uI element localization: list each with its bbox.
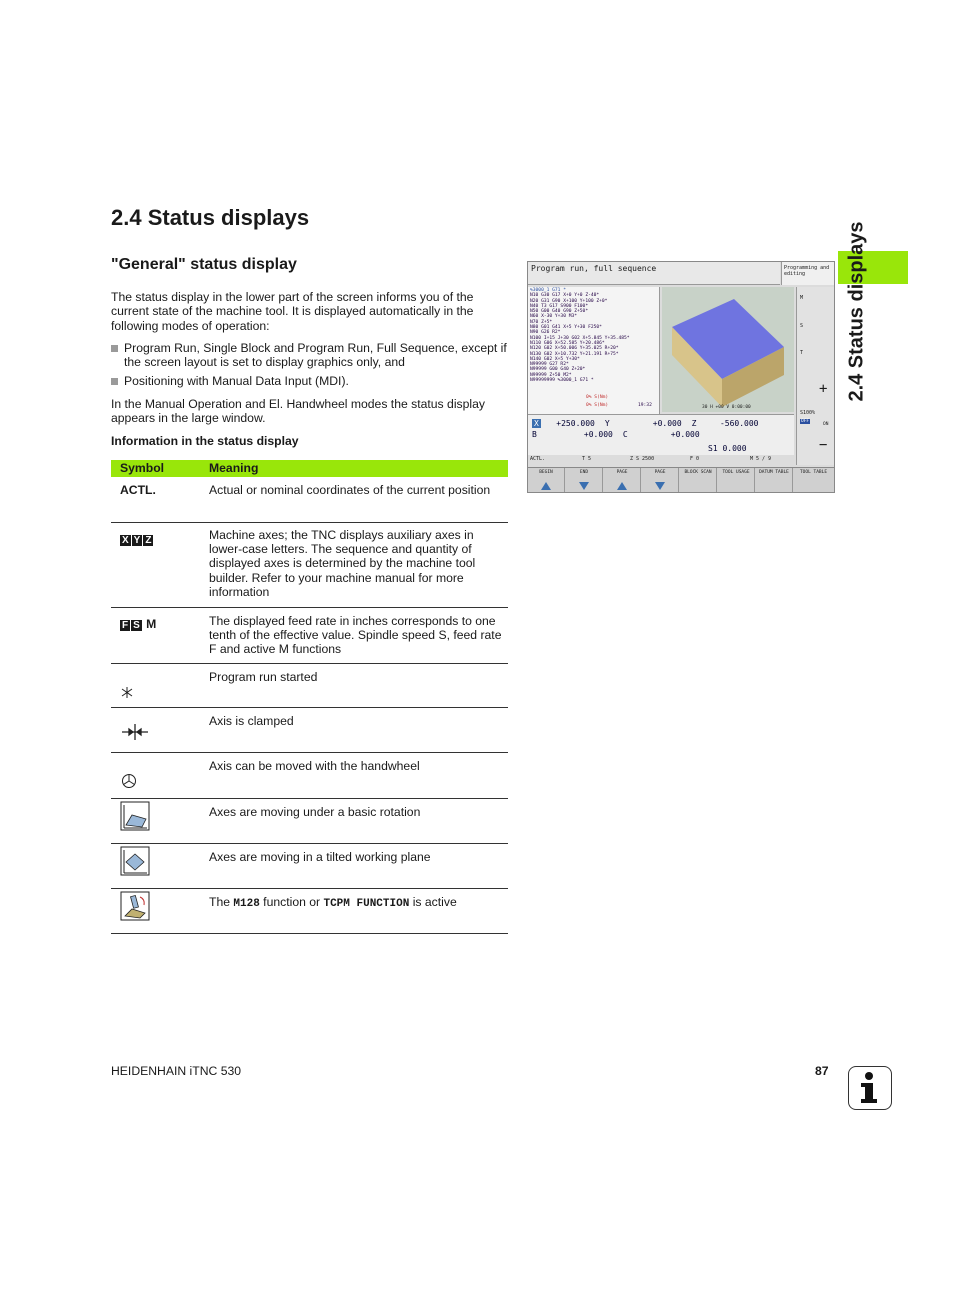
meaning-cell: The displayed feed rate in inches corresponds to one tenth of the effective value. Spindle speed S, feed rate F and active M functions xyxy=(209,607,508,663)
side-label-off: OFF xyxy=(801,419,810,424)
softkey-tool-table[interactable]: TOOL TABLE xyxy=(799,470,828,475)
status-line: ACTL. T 5 Z S 2500 F 0 M 5 / 9 xyxy=(530,456,772,462)
meaning-cell: Actual or nominal coordinates of the current position xyxy=(209,477,508,522)
subsection-title: "General" status display xyxy=(111,256,297,273)
side-label-on: ON xyxy=(823,422,829,427)
axis-y-value: +0.000 xyxy=(652,419,682,428)
axis-z-value: -560.000 xyxy=(719,419,759,428)
axis-x-value: +250.000 xyxy=(556,419,595,428)
fsm-keys-icon: F S M xyxy=(122,616,157,631)
actl-symbol: ACTL. xyxy=(120,483,156,497)
program-line: %3000_1 G71 * xyxy=(530,288,566,293)
program-listing xyxy=(528,287,660,414)
workpiece-graphic xyxy=(662,287,794,412)
table-row xyxy=(111,798,508,843)
manual-paragraph: In the Manual Operation and El. Handwheel modes the status display appears in the large window. xyxy=(111,397,485,426)
tilted-plane-icon xyxy=(120,846,150,876)
chapter-side-title: 2.4 Status displays xyxy=(845,221,868,402)
axis-b-label: B xyxy=(532,430,537,439)
plus-icon[interactable]: + xyxy=(819,381,828,397)
screen-mode-title: Program run, full sequence xyxy=(528,262,780,285)
program-line: N99999 Z+50 M2* xyxy=(530,372,572,378)
tcpm-icon xyxy=(120,891,150,921)
meaning-cell: Machine axes; the TNC displays auxiliary axes in lower-case letters. The sequence and quantity of displayed axes is determined by the machine tool builder. Refer to your machine manual for more information xyxy=(209,522,508,607)
intro-paragraph: The status display in the lower part of the screen informs you of the current state of the machine tool. It is displayed automatically in the following modes of operation: xyxy=(111,290,474,333)
side-label-m: M xyxy=(800,295,804,301)
softkey-end[interactable]: END xyxy=(566,468,603,492)
side-label-t: T xyxy=(800,350,804,356)
table-row xyxy=(111,843,508,888)
softkey-row xyxy=(528,467,834,493)
side-label-feed: S100% xyxy=(800,410,816,416)
override-line: 0% S(Nm) xyxy=(586,403,609,408)
axis-x-label: X xyxy=(534,419,539,428)
axis-z-label: Z xyxy=(691,419,697,428)
table-row xyxy=(111,607,508,663)
asterisk-icon xyxy=(120,670,134,700)
column-header-meaning: Meaning xyxy=(209,460,508,477)
meaning-cell: Program run started xyxy=(209,663,508,707)
xyz-keys-icon: X Y Z xyxy=(122,534,152,546)
clamp-icon xyxy=(120,714,150,744)
program-line: N120 G02 X+50.006 Y+35.025 R+20* xyxy=(530,346,619,352)
clock: 19:32 xyxy=(638,403,652,408)
table-row xyxy=(111,707,508,752)
tnc-screenshot xyxy=(527,261,835,493)
program-line: N110 G06 X+52.585 Y+20.486* xyxy=(530,340,605,346)
softkey-block-scan[interactable]: BLOCK SCAN xyxy=(680,468,717,492)
meaning-cell: Axis can be moved with the handwheel xyxy=(209,752,508,798)
softkey-datum-table[interactable]: DATUM TABLE xyxy=(756,468,793,492)
table-header-row xyxy=(111,460,508,477)
spindle-display: S1 0.000 xyxy=(708,444,747,453)
softkey-tool-usage[interactable]: TOOL USAGE xyxy=(718,468,755,492)
program-line: N40 T3 G17 S900 F100* xyxy=(530,303,589,309)
program-line: N99999 G00 G40 Z+20* xyxy=(530,367,586,373)
program-line: N100 I+15 J+30 G02 X+5.845 Y+35.485* xyxy=(530,335,630,341)
info-icon xyxy=(848,1066,892,1110)
right-softkey-column xyxy=(796,287,835,465)
table-row xyxy=(111,663,508,707)
meaning-cell: The M128 function or TCPM FUNCTION is active xyxy=(209,888,508,933)
program-line: N90 G26 R2* xyxy=(530,330,561,336)
list-item: Positioning with Manual Data Input (MDI). xyxy=(111,374,509,388)
footer-product: HEIDENHAIN iTNC 530 xyxy=(111,1064,242,1078)
table-row xyxy=(111,477,508,522)
table-row xyxy=(111,522,508,607)
softkey-begin[interactable]: BEGIN xyxy=(528,468,565,492)
program-line: N140 G02 X+5 Y+30* xyxy=(530,356,580,362)
axis-c-value: +0.000 xyxy=(670,430,700,439)
basic-rotation-icon xyxy=(120,801,150,831)
position-display xyxy=(528,414,794,455)
status-symbol-table xyxy=(111,460,508,934)
program-line: N99999999 %3000_1 G71 * xyxy=(530,378,594,384)
page-number: 87 xyxy=(815,1064,829,1078)
override-line: 0% S(Nm) xyxy=(586,395,609,400)
program-line: N80 G01 G41 X+5 Y+30 F250* xyxy=(530,325,602,331)
column-header-symbol: Symbol xyxy=(111,460,209,477)
program-line: N10 G30 G17 X+0 Y+0 Z-40* xyxy=(530,293,600,299)
axis-y-label: Y xyxy=(604,419,610,428)
screen-mode-secondary: Programming and editing xyxy=(781,262,834,285)
handwheel-icon xyxy=(120,759,140,791)
timer: 30 H +00 V 0:00:00 xyxy=(702,405,751,410)
mode-list xyxy=(111,341,509,388)
program-line: N70 Z+5* xyxy=(530,319,553,325)
meaning-cell: Axes are moving under a basic rotation xyxy=(209,798,508,843)
meaning-cell: Axis is clamped xyxy=(209,707,508,752)
softkey-page-up[interactable]: PAGE xyxy=(604,468,641,492)
axis-b-value: +0.000 xyxy=(583,430,613,439)
softkey-page-down[interactable]: PAGE xyxy=(642,468,679,492)
minus-icon[interactable]: − xyxy=(819,437,828,453)
program-line: N20 G31 G90 X+100 Y+100 Z+0* xyxy=(530,298,608,304)
info-heading: Information in the status display xyxy=(111,434,299,448)
program-line: N99999 G27 R2* xyxy=(530,362,569,368)
program-line: N130 G02 X+10.732 Y+21.191 R+75* xyxy=(530,351,619,357)
table-row xyxy=(111,888,508,933)
table-row xyxy=(111,752,508,798)
list-item: Program Run, Single Block and Program Run, Full Sequence, except if the screen layout is set to display graphics only, and xyxy=(111,341,509,370)
program-line: N50 G00 G40 G90 Z+50* xyxy=(530,309,589,315)
meaning-cell: Axes are moving in a tilted working plane xyxy=(209,843,508,888)
axis-c-label: C xyxy=(622,430,628,439)
side-label-s: S xyxy=(800,323,804,329)
section-title: 2.4 Status displays xyxy=(111,205,310,230)
program-line: N60 X-30 Y+30 M3* xyxy=(530,314,578,320)
